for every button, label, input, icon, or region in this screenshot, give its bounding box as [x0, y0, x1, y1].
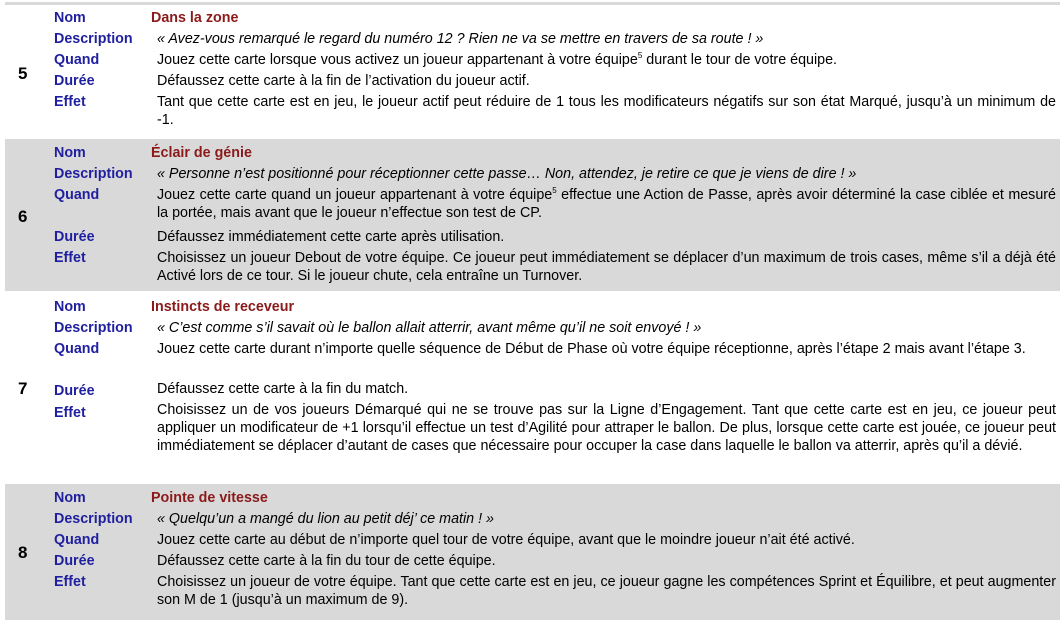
label-description: Description [54, 31, 133, 47]
label-duration: Durée [54, 553, 95, 569]
label-duration: Durée [54, 229, 95, 245]
card-duration: Défaussez cette carte à la fin du match. [157, 381, 409, 397]
card-name: Pointe de vitesse [151, 490, 268, 506]
card-effect: Choisissez un joueur de votre équipe. Tant que cette carte est en jeu, ce joueur gagne les compétences Sprint et Équilibre, et peut augmenter son M de 1 (jusqu’à un maximum de 9). [157, 574, 1056, 608]
label-description: Description [54, 511, 133, 527]
card-description: « Personne n’est positionné pour réceptionner cette passe… Non, attendez, je retire ce que je viens de dire ! » [157, 166, 857, 182]
card-when [157, 186, 1056, 222]
label-description: Description [54, 166, 133, 182]
card-description: « Avez-vous remarqué le regard du numéro 12 ? Rien ne va se mettre en travers de sa route ! » [157, 31, 764, 47]
card-row [5, 5, 1060, 137]
card-duration: Défaussez immédiatement cette carte après utilisation. [157, 229, 505, 245]
label-duration: Durée [54, 73, 95, 89]
card-number: 5 [18, 64, 28, 83]
label-when: Quand [54, 341, 100, 357]
card-row [5, 293, 1060, 481]
when-text-end: effectue une Action de Passe, après avoir déterminé la case ciblée et mesuré la portée, mais avant que le joueur n’effectue son test de CP. [157, 187, 1056, 221]
label-name: Nom [54, 10, 86, 26]
card-row [5, 139, 1060, 291]
when-text-end: durant le tour de votre équipe. [642, 52, 838, 68]
card-number: 6 [18, 207, 28, 226]
card-when: Jouez cette carte au début de n’importe quel tour de votre équipe, avant que le moindre joueur n’ait été activé. [157, 532, 855, 548]
when-text-start: Jouez cette carte lorsque vous activez un joueur appartenant à votre équipe [157, 52, 638, 68]
card-number: 8 [18, 543, 28, 562]
label-effect: Effet [54, 405, 86, 421]
label-when: Quand [54, 532, 100, 548]
label-effect: Effet [54, 574, 86, 590]
footnote-marker: 5 [637, 51, 643, 60]
footnote-marker: 5 [552, 186, 557, 195]
card-row [5, 484, 1060, 620]
label-when: Quand [54, 52, 100, 68]
card-when: Jouez cette carte durant n’importe quelle séquence de Début de Phase où votre équipe réceptionne, après l’étape 2 mais avant l’étape 3. [157, 341, 1026, 357]
label-name: Nom [54, 145, 86, 161]
card-effect: Tant que cette carte est en jeu, le joueur actif peut réduire de 1 tous les modificateurs négatifs sur son état Marqué, jusqu’à un minimum de -1. [157, 94, 1056, 128]
card-name: Instincts de receveur [151, 299, 295, 315]
label-effect: Effet [54, 94, 86, 110]
when-text-start: Jouez cette carte quand un joueur appartenant à votre équipe [157, 187, 553, 203]
label-duration: Durée [54, 383, 95, 399]
card-effect: Choisissez un de vos joueurs Démarqué qui ne se trouve pas sur la Ligne d’Engagement. Tant que cette carte est en jeu, ce joueur peut appliquer un modificateur de +1 lorsqu’il effectue un test d’Agilité pour attraper le ballon. De plus, lorsque cette carte est jouée, ce joueur peut immédiatement se déplacer d’autant de cases que nécessaire pour occuper la case dans laquelle le ballon va atterrir, après qu’il a dévié. [157, 402, 1056, 454]
card-name: Dans la zone [151, 10, 239, 26]
card-name: Éclair de génie [151, 145, 252, 161]
card-duration: Défaussez cette carte à la fin de l’activation du joueur actif. [157, 73, 530, 89]
card-number: 7 [18, 379, 28, 398]
card-description: « C’est comme s’il savait où le ballon allait atterrir, avant même qu’il ne soit envoyé ! » [157, 320, 702, 336]
label-name: Nom [54, 299, 86, 315]
label-effect: Effet [54, 250, 86, 266]
card-when [157, 51, 1056, 69]
label-description: Description [54, 320, 133, 336]
card-description: « Quelqu’un a mangé du lion au petit déj’ ce matin ! » [157, 511, 494, 527]
label-name: Nom [54, 490, 86, 506]
card-duration: Défaussez cette carte à la fin du tour de cette équipe. [157, 553, 496, 569]
card-effect: Choisissez un joueur Debout de votre équipe. Ce joueur peut immédiatement se déplacer d’un maximum de trois cases, même s’il a déjà été Activé lors de ce tour. Si le joueur chute, cela entraîne un Turnover. [157, 250, 1056, 284]
label-when: Quand [54, 187, 100, 203]
